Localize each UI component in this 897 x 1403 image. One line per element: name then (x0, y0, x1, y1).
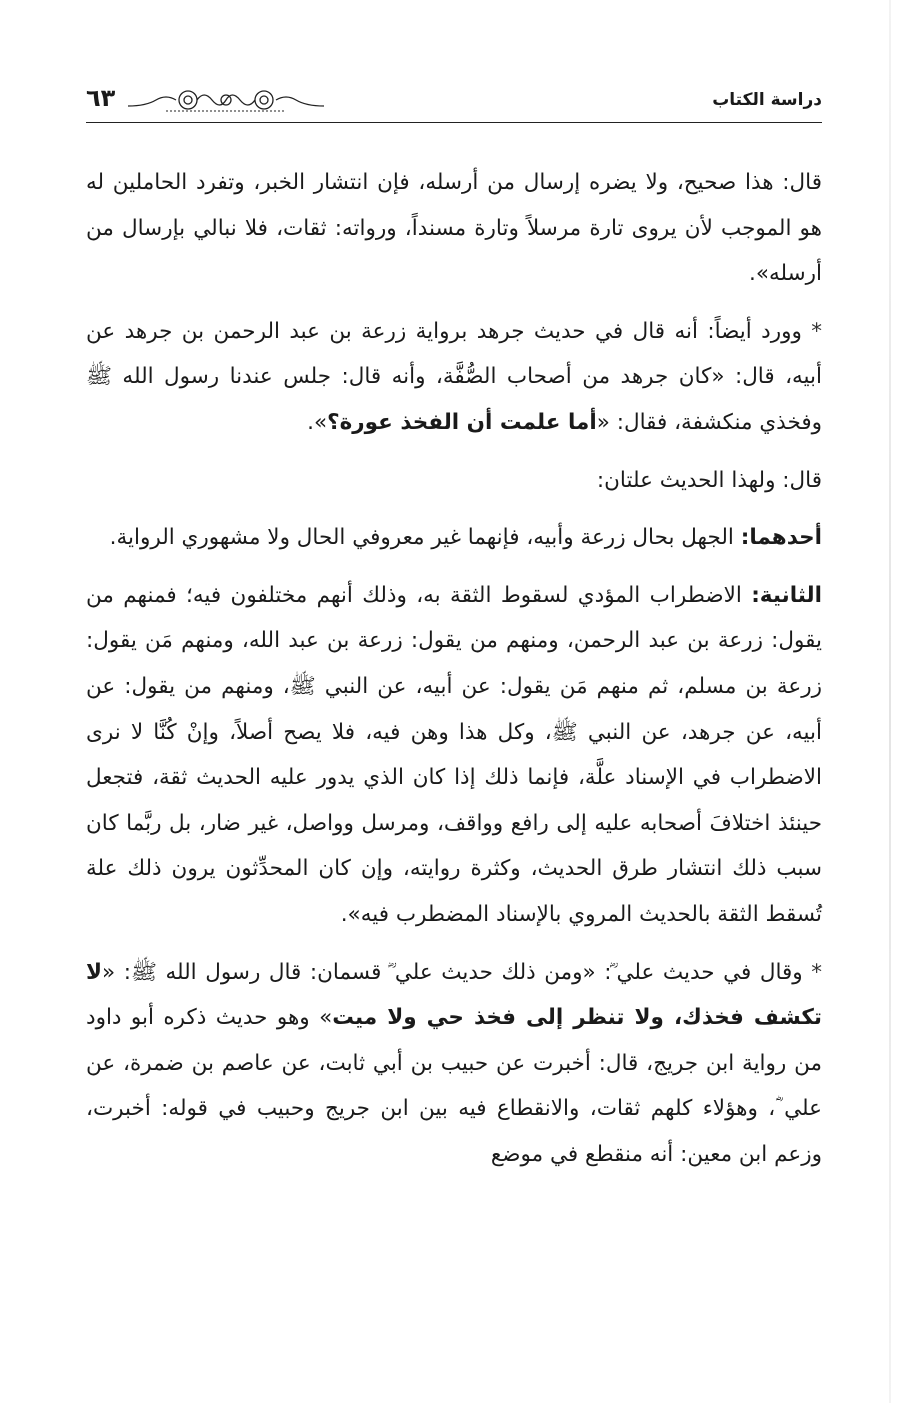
paragraph-text: قال: هذا صحيح، ولا يضره إرسال من أرسله، فإن انتشار الخبر، وتفرد الحاملين له هو الموجب لأن يروى تارة مرسلاً وتارة مسنداً، ورواته: ثقات، فلا نبالي بإرسال من أرسله». (86, 170, 822, 287)
page-body (86, 160, 822, 1183)
paragraph (86, 950, 822, 1178)
paragraph (86, 309, 822, 446)
paragraph-text: الاضطراب المؤدي لسقوط الثقة به، وذلك أنهم مختلفون فيه؛ فمنهم من يقول: زرعة بن عبد الرحمن، ومنهم من يقول: زرعة بن عبد الله، ومنهم مَن يقول: زرعة بن مسلم، ثم منهم مَن يقول: عن أبيه، عن النبي ﷺ، ومنهم من يقول: عن أبيه، عن جرهد، عن النبي ﷺ، وكل هذا وهن فيه، فلا يصح أصلاً، وإنْ كُنَّا لا نرى الاضطراب في الإسناد علَّة، فإنما ذلك إذا كان الذي يدور عليه الحديث ثقة، فتجعل حينئذ اختلافَ أصحابه عليه إلى رافع وواقف، ومرسل وواصل، غير ضار، بل ربَّما كان سبب ذلك انتشار طرق الحديث، وكثرة روايته، وإن كان المحدِّثون يرون ذلك علة تُسقط الثقة بالحديث المروي بالإسناد المضطرب فيه». (86, 582, 822, 927)
paragraph-lead: أحدهما: (740, 525, 822, 551)
paragraph-lead: وورد أيضاً: (707, 318, 802, 344)
paragraph (86, 160, 822, 297)
paragraph (86, 458, 822, 504)
arabesque-ornament-icon (126, 86, 326, 116)
paragraph-tail: » وهو حديث ذكره أبو داود من رواية ابن جريج، قال: أخبرت عن حبيب بن أبي ثابت، عن عاصم بن ضمرة، عن علي ؓ، وهؤلاء كلهم ثقات، والانقطاع فيه بين ابن جريج وحبيب في قوله: أخبرت، وزعم ابن معين: أنه منقطع في موضع (86, 1005, 822, 1167)
paragraph-lead: الثانية: (751, 582, 822, 608)
header-divider (86, 122, 822, 123)
paragraph-text: أنه قال في حديث جرهد برواية زرعة بن عبد الرحمن بن جرهد عن أبيه، قال: «كان جرهد من أصحاب الصُّفَّة، وأنه قال: جلس عندنا رسول الله ﷺ وفخذي منكشفة، فقال: « (86, 318, 822, 435)
paragraph-tail: ». (307, 409, 328, 435)
paragraph-text: قال: ولهذا الحديث علتان: (596, 467, 822, 493)
paragraph (86, 573, 822, 938)
page-edge-shadow (889, 0, 891, 1403)
paragraph (86, 515, 822, 561)
paragraph-text: الجهل بحال زرعة وأبيه، فإنهما غير معروفي الحال ولا مشهوري الرواية. (109, 525, 734, 551)
hadith-quote: لا تكشف فخذك، ولا تنظر إلى فخذ حي ولا ميت (86, 959, 822, 1031)
bullet-star-icon: * (811, 959, 823, 985)
hadith-quote: أما علمت أن الفخذ عورة؟ (327, 409, 597, 435)
page-header (86, 84, 822, 124)
chapter-title: دراسة الكتاب (712, 90, 822, 110)
page-number: ٦٣ (86, 84, 116, 112)
bullet-star-icon: * (811, 318, 822, 344)
paragraph-text: وقال في حديث علي ؓ: «ومن ذلك حديث علي ؓ قسمان: قال رسول الله ﷺ: « (102, 959, 803, 985)
